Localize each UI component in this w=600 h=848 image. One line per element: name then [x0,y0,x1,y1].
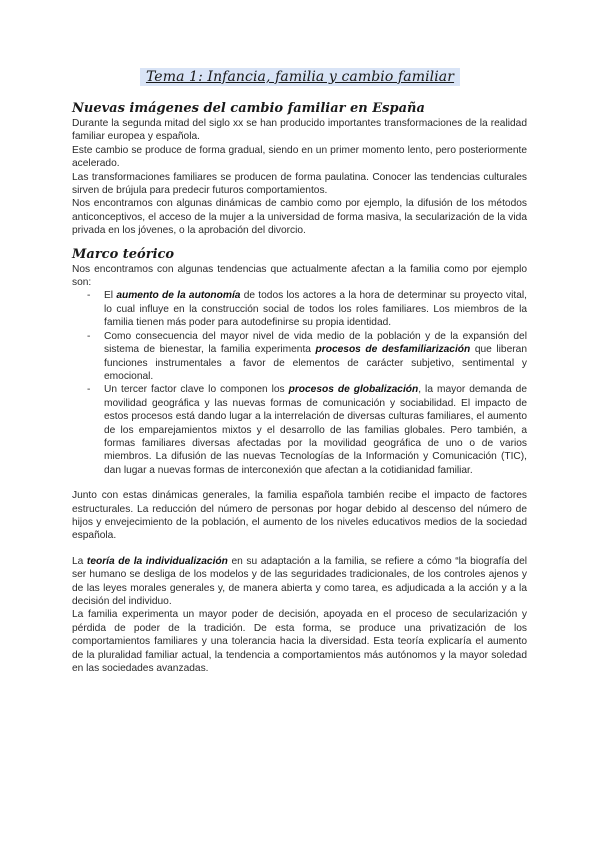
paragraph: Durante la segunda mitad del siglo xx se han producido importantes transformaciones de la realidad familiar europea y española. [72,118,527,143]
dash-marker: - [87,290,91,302]
tendencies-list [72,289,527,477]
list-item-text: El [104,290,117,302]
paragraph-structural-factors: Junto con estas dinámicas generales, la familia española también recibe el impacto de factores estructurales. La reducción del número de personas por hogar debido al descenso del número de hijos y envejecimiento de la población, el aumento de los niveles educativos medios de la sociedad española. [72,490,527,542]
paragraph: Este cambio se produce de forma gradual, siendo en un primer momento lento, pero posteriormente acelerado. [72,144,527,170]
list-item-text: Como consecuencia del mayor nivel de vida medio de la población y de la expansión del sistema de bienestar, la familia experimenta [104,330,527,356]
dash-marker: - [87,330,91,342]
dash-marker: - [87,384,91,396]
document-body [72,100,527,675]
paragraph: Las transformaciones familiares se producen de forma paulatina. Conocer las tendencias culturales sirven de brújula para predecir futuros comportamientos. [72,171,527,197]
key-term: aumento de la autonomía [116,290,241,302]
section-heading-marco-teorico: Marco teórico [72,246,175,262]
paragraph: Nos encontramos con algunas tendencias que actualmente afectan a la familia como por ejemplo son: [72,263,527,289]
list-item-text: Un tercer factor clave lo componen los [104,384,289,396]
list-item-text: que liberan funciones instrumentales a favor de elementos de carácter subjetivo, sentimental y emocional. [104,344,527,382]
paragraph: Nos encontramos con algunas dinámicas de cambio como por ejemplo, la difusión de los métodos anticonceptivos, el acceso de la mujer a la universidad de forma masiva, la secularización de la vida privada en los jóvenes, o la aprobación del divorcio. [72,198,527,237]
paragraph-text: en su adaptación a la familia, se refiere a cómo “la biografía del ser humano se desliga de los modelos y de las seguridades tradicionales, de los controles ajenos y de las leyes morales generales y, de manera abierta y como tarea, es adjudicada a la acción y a la decisión del individuo. [72,555,527,607]
list-item [72,289,527,329]
list-item-text: , la mayor demanda de movilidad geográfica y las nuevas formas de comunicación y sociabilidad. El impacto de estos procesos está dando lugar a la interrelación de diversas culturas familiares, el aumento de los emparejamientos mixtos y el desarrollo de las familias globales. Pero también, a formas familiares diversas afectadas por la movilidad geográfica de uno o de varios miembros. La difusión de las nuevas Tecnologías de la Información y Comunicación (TIC), dan lugar a nuevas formas de interconexión que afectan a la cotidianidad familiar. [104,384,528,476]
list-item [72,330,527,384]
paragraph-individualization [72,555,527,609]
list-item-text: de todos los actores a la hora de determinar su proyecto vital, lo cual influye en la construcción social de todos los roles familiares. Los miembros de la familia tienen más poder para autodefinirse su propia identidad. [104,290,527,329]
paragraph-text: La [72,555,87,567]
key-term: teoría de la individualización [86,555,228,567]
list-item [72,383,527,477]
section-heading-nuevas-imagenes: Nuevas imágenes del cambio familiar en España [72,101,425,116]
title-wrap [0,68,600,86]
page-title: Tema 1: Infancia, familia y cambio familiar [140,68,460,86]
key-term: procesos de globalización [288,384,419,396]
paragraph-closing: La familia experimenta un mayor poder de decisión, apoyada en el proceso de secularización y pérdida de poder de la tradición. De esta forma, se produce una privatización de los comportamientos familiares y una tolerancia hacia la diversidad. Esta teoría explicaría el aumento de la pluralidad familiar actual, la tendencia a comportamientos más autónomos y la mayor soledad en las sociedades avanzadas. [72,609,527,675]
key-term: procesos de desfamiliarización [315,344,471,356]
